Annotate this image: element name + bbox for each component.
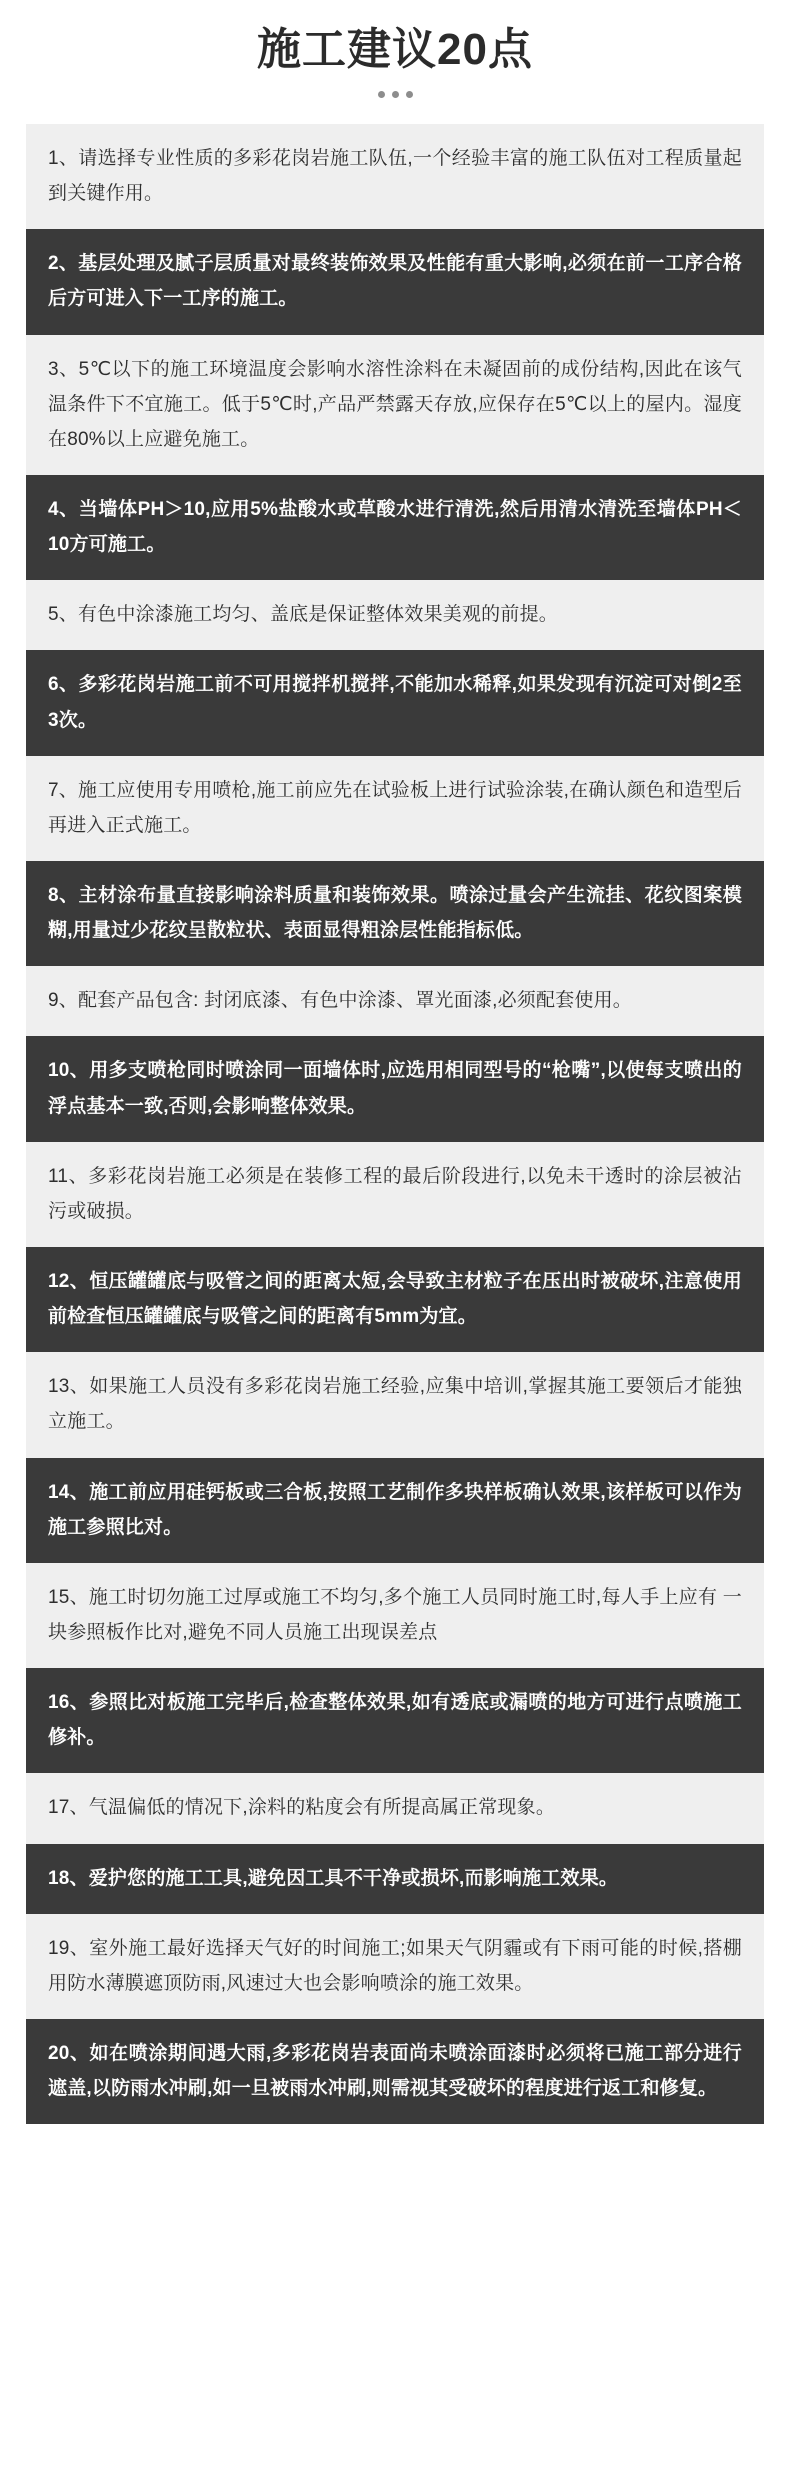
list-item: [26, 580, 764, 650]
list-item: [26, 475, 764, 580]
list-item-text: 7、施工应使用专用喷枪,施工前应先在试验板上进行试验涂装,在确认颜色和造型后再进入正式施工。: [48, 779, 742, 836]
list-item: [26, 650, 764, 755]
list-item: [26, 1914, 764, 2019]
page-title: 施工建议20点: [257, 25, 533, 74]
list-item: [26, 1773, 764, 1843]
list-item: [26, 1036, 764, 1141]
list-item: [26, 1142, 764, 1247]
list-item-text: 11、多彩花岗岩施工必须是在装修工程的最后阶段进行,以免未干透时的涂层被沾污或破损。: [48, 1165, 742, 1222]
list-item: [26, 756, 764, 861]
list-item-text: 1、请选择专业性质的多彩花岗岩施工队伍,一个经验丰富的施工队伍对工程质量起到关键作用。: [48, 148, 742, 205]
list-item-text: 5、有色中涂漆施工均匀、盖底是保证整体效果美观的前提。: [48, 604, 558, 626]
list-item-text: 12、恒压罐罐底与吸管之间的距离太短,会导致主材粒子在压出时被破坏,注意使用前检查恒压罐罐底与吸管之间的距离有5mm为宜。: [48, 1270, 742, 1328]
list-item: [26, 1247, 764, 1352]
list-item: [26, 1668, 764, 1773]
list-item: [26, 861, 764, 966]
title-block: [0, 0, 790, 108]
list-item-text: 3、5℃以下的施工环境温度会影响水溶性涂料在未凝固前的成份结构,因此在该气温条件下不宜施工。低于5℃时,产品严禁露天存放,应保存在5℃以上的屋内。湿度在80%以上应避免施工。: [48, 358, 742, 450]
separator-dot: [378, 91, 385, 98]
list-item-text: 15、施工时切勿施工过厚或施工不均匀,多个施工人员同时施工时,每人手上应有 一块参照板作比对,避免不同人员施工出现误差点: [48, 1586, 742, 1643]
list-item: [26, 2019, 764, 2124]
list-item-text: 6、多彩花岗岩施工前不可用搅拌机搅拌,不能加水稀释,如果发现有沉淀可对倒2至3次。: [48, 674, 742, 731]
list-item-text: 8、主材涂布量直接影响涂料质量和装饰效果。喷涂过量会产生流挂、花纹图案模糊,用量过少花纹呈散粒状、表面显得粗涂层性能指标低。: [48, 884, 742, 942]
list-item-text: 9、配套产品包含: 封闭底漆、有色中涂漆、罩光面漆,必须配套使用。: [48, 990, 633, 1012]
list-item-text: 20、如在喷涂期间遇大雨,多彩花岗岩表面尚未喷涂面漆时必须将已施工部分进行遮盖,以防雨水冲刷,如一旦被雨水冲刷,则需视其受破坏的程度进行返工和修复。: [48, 2042, 742, 2100]
list-item-text: 4、当墙体PH＞10,应用5%盐酸水或草酸水进行清洗,然后用清水清洗至墙体PH＜10方可施工。: [48, 498, 742, 556]
separator-dot: [392, 91, 399, 98]
list-item: [26, 1563, 764, 1668]
list-item: [26, 335, 764, 475]
separator-dot: [406, 91, 413, 98]
advice-list: [26, 124, 764, 2124]
list-item-text: 19、室外施工最好选择天气好的时间施工;如果天气阴霾或有下雨可能的时候,搭棚用防水薄膜遮顶防雨,风速过大也会影响喷涂的施工效果。: [48, 1937, 742, 1994]
list-item: [26, 1352, 764, 1457]
list-item-text: 2、基层处理及腻子层质量对最终装饰效果及性能有重大影响,必须在前一工序合格后方可进入下一工序的施工。: [48, 253, 742, 310]
list-item: [26, 1458, 764, 1563]
list-item: [26, 1844, 764, 1914]
list-item-text: 14、施工前应用硅钙板或三合板,按照工艺制作多块样板确认效果,该样板可以作为施工参照比对。: [48, 1481, 742, 1538]
list-item: [26, 124, 764, 229]
list-item-text: 13、如果施工人员没有多彩花岗岩施工经验,应集中培训,掌握其施工要领后才能独立施工。: [48, 1376, 742, 1433]
list-item: [26, 966, 764, 1036]
list-item: [26, 229, 764, 334]
dot-separator: [0, 91, 790, 98]
list-item-text: 18、爱护您的施工工具,避免因工具不干净或损坏,而影响施工效果。: [48, 1867, 619, 1889]
list-item-text: 16、参照比对板施工完毕后,检查整体效果,如有透底或漏喷的地方可进行点喷施工修补。: [48, 1692, 742, 1749]
list-item-text: 10、用多支喷枪同时喷涂同一面墙体时,应选用相同型号的“枪嘴”,以使每支喷出的浮点基本一致,否则,会影响整体效果。: [48, 1060, 742, 1117]
list-item-text: 17、气温偏低的情况下,涂料的粘度会有所提高属正常现象。: [48, 1797, 556, 1819]
